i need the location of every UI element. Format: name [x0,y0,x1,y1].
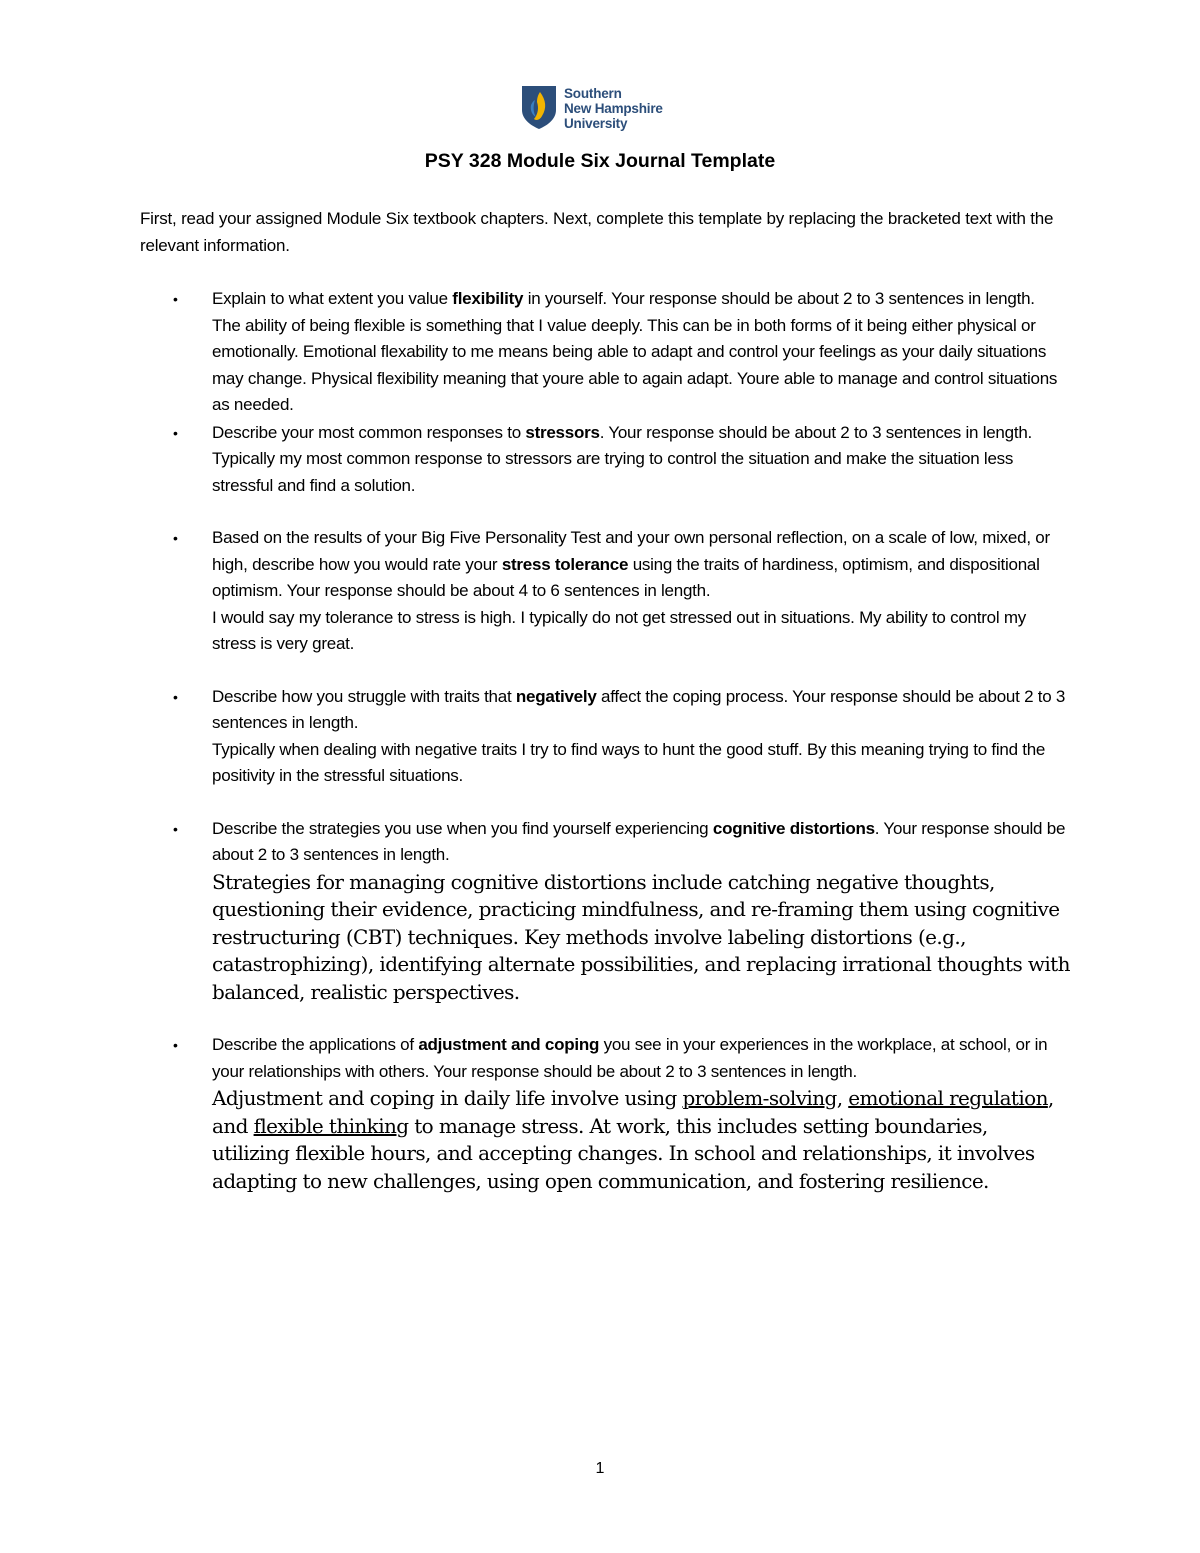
flexible-thinking-link[interactable]: flexible thinking [253,1113,409,1138]
prompt-text: . Your response should be about 2 to 3 sentences in length. [212,818,1066,864]
list-item [140,684,1070,790]
prompt-text: affect the coping process. Your response should be about 2 to 3 sentences in length. [212,686,1066,732]
prompt-text: using the traits of hardiness, optimism, and dispositional optimism. Your response should be about 4 to 6 sentences in length. [212,554,1040,600]
prompt-text: you see in your experiences in the workplace, at school, or in your relationships with others. Your response should be about 2 to 3 sentences in length. [212,1035,1048,1081]
bullet-icon: • [173,1037,178,1053]
answer-segment: , [836,1086,849,1110]
prompt-keyword: stress tolerance [501,554,629,574]
prompt-keyword: flexibility [452,289,524,308]
prompt-text: Describe the strategies you use when you find yourself experiencing [212,818,713,838]
bullet-icon: • [173,688,178,705]
prompt-keyword: adjustment and coping [418,1035,600,1054]
page-number: 1 [595,1460,605,1477]
answer-text: Strategies for managing cognitive distortions include catching negative thoughts, questioning their evidence, practicing mindfulness, and re-framing them using cognitive restructuring (CBT) techniques. Key methods involve labeling distortions (e.g., catastrophizing), identifying alternate possibilities, and replacing irrational thoughts with balanced, realistic perspectives. [212,869,1070,1004]
prompt-text: in yourself. Your response should be about 2 to 3 sentences in length. [523,289,1035,308]
list-item [140,816,1070,1007]
answer-segment: to manage stress. At work, this includes setting boundaries, utilizing flexible hours, and accepting changes. In school and relationships, it involves adapting to new challenges, using open communication, and fostering resilience. [212,1113,1035,1193]
prompt-text: Describe the applications of [212,1035,419,1054]
list-item [140,420,1070,500]
answer-text [212,1085,1070,1195]
problem-solving-link[interactable]: problem-solving [682,1086,837,1110]
prompt-keyword: cognitive distortions [712,818,875,838]
bullet-icon: • [173,424,178,441]
prompt-text: Based on the results of your Big Five Personality Test and your own personal reflection, on a scale of low, mixed, or high, describe how you would rate your [212,528,1050,574]
prompt-text: Describe your most common responses to [212,422,526,442]
logo-wordmark [564,86,663,131]
answer-text: Typically when dealing with negative traits I try to find ways to hunt the good stuff. By this meaning trying to find the positivity in the stressful situations. [212,739,1046,785]
prompt-keyword: negatively [515,686,597,706]
spacer [140,1006,1070,1032]
spacer [140,658,1070,684]
page-title: PSY 328 Module Six Journal Template [424,150,776,172]
bullet-icon: • [173,291,178,307]
bullet-icon: • [173,820,178,837]
logo-line-3: University [564,116,628,131]
logo-line-1: Southern [564,86,622,101]
prompt-text: Describe how you struggle with traits that [212,686,516,706]
answer-text: I would say my tolerance to stress is high. I typically do not get stressed out in situations. My ability to control my stress is very great. [212,607,1027,653]
spacer [140,790,1070,816]
answer-text: The ability of being flexible is something that I value deeply. This can be in both forms of it being either physical or emotionally. Emotional flexability to me means being able to adapt and control your feelings as your daily situations may change. Physical flexibility meaning that youre able to again adapt. Youre able to manage and control situations as needed. [212,315,1058,414]
answer-segment: , and [212,1086,1054,1138]
prompt-text: Explain to what extent you value [212,289,453,308]
answer-text: Typically my most common response to stressors are trying to control the situation and make the situation less stressful and find a solution. [212,449,1014,495]
intro-paragraph: First, read your assigned Module Six textbook chapters. Next, complete this template by replacing the bracketed text with the relevant information. [140,209,1054,255]
spacer [140,499,1070,525]
question-list [140,286,1070,1195]
emotional-regulation-link[interactable]: emotional regulation [848,1086,1048,1110]
shield-flame-icon [520,84,558,130]
answer-segment: Adjustment and coping in daily life involve using [212,1086,683,1110]
list-item [140,286,1070,419]
list-item [140,1032,1070,1195]
bullet-icon: • [173,530,178,546]
list-item [140,525,1070,658]
prompt-keyword: stressors [525,422,600,442]
logo-line-2: New Hampshire [564,101,663,116]
university-logo [520,84,690,134]
prompt-text: . Your response should be about 2 to 3 sentences in length. [599,422,1032,442]
